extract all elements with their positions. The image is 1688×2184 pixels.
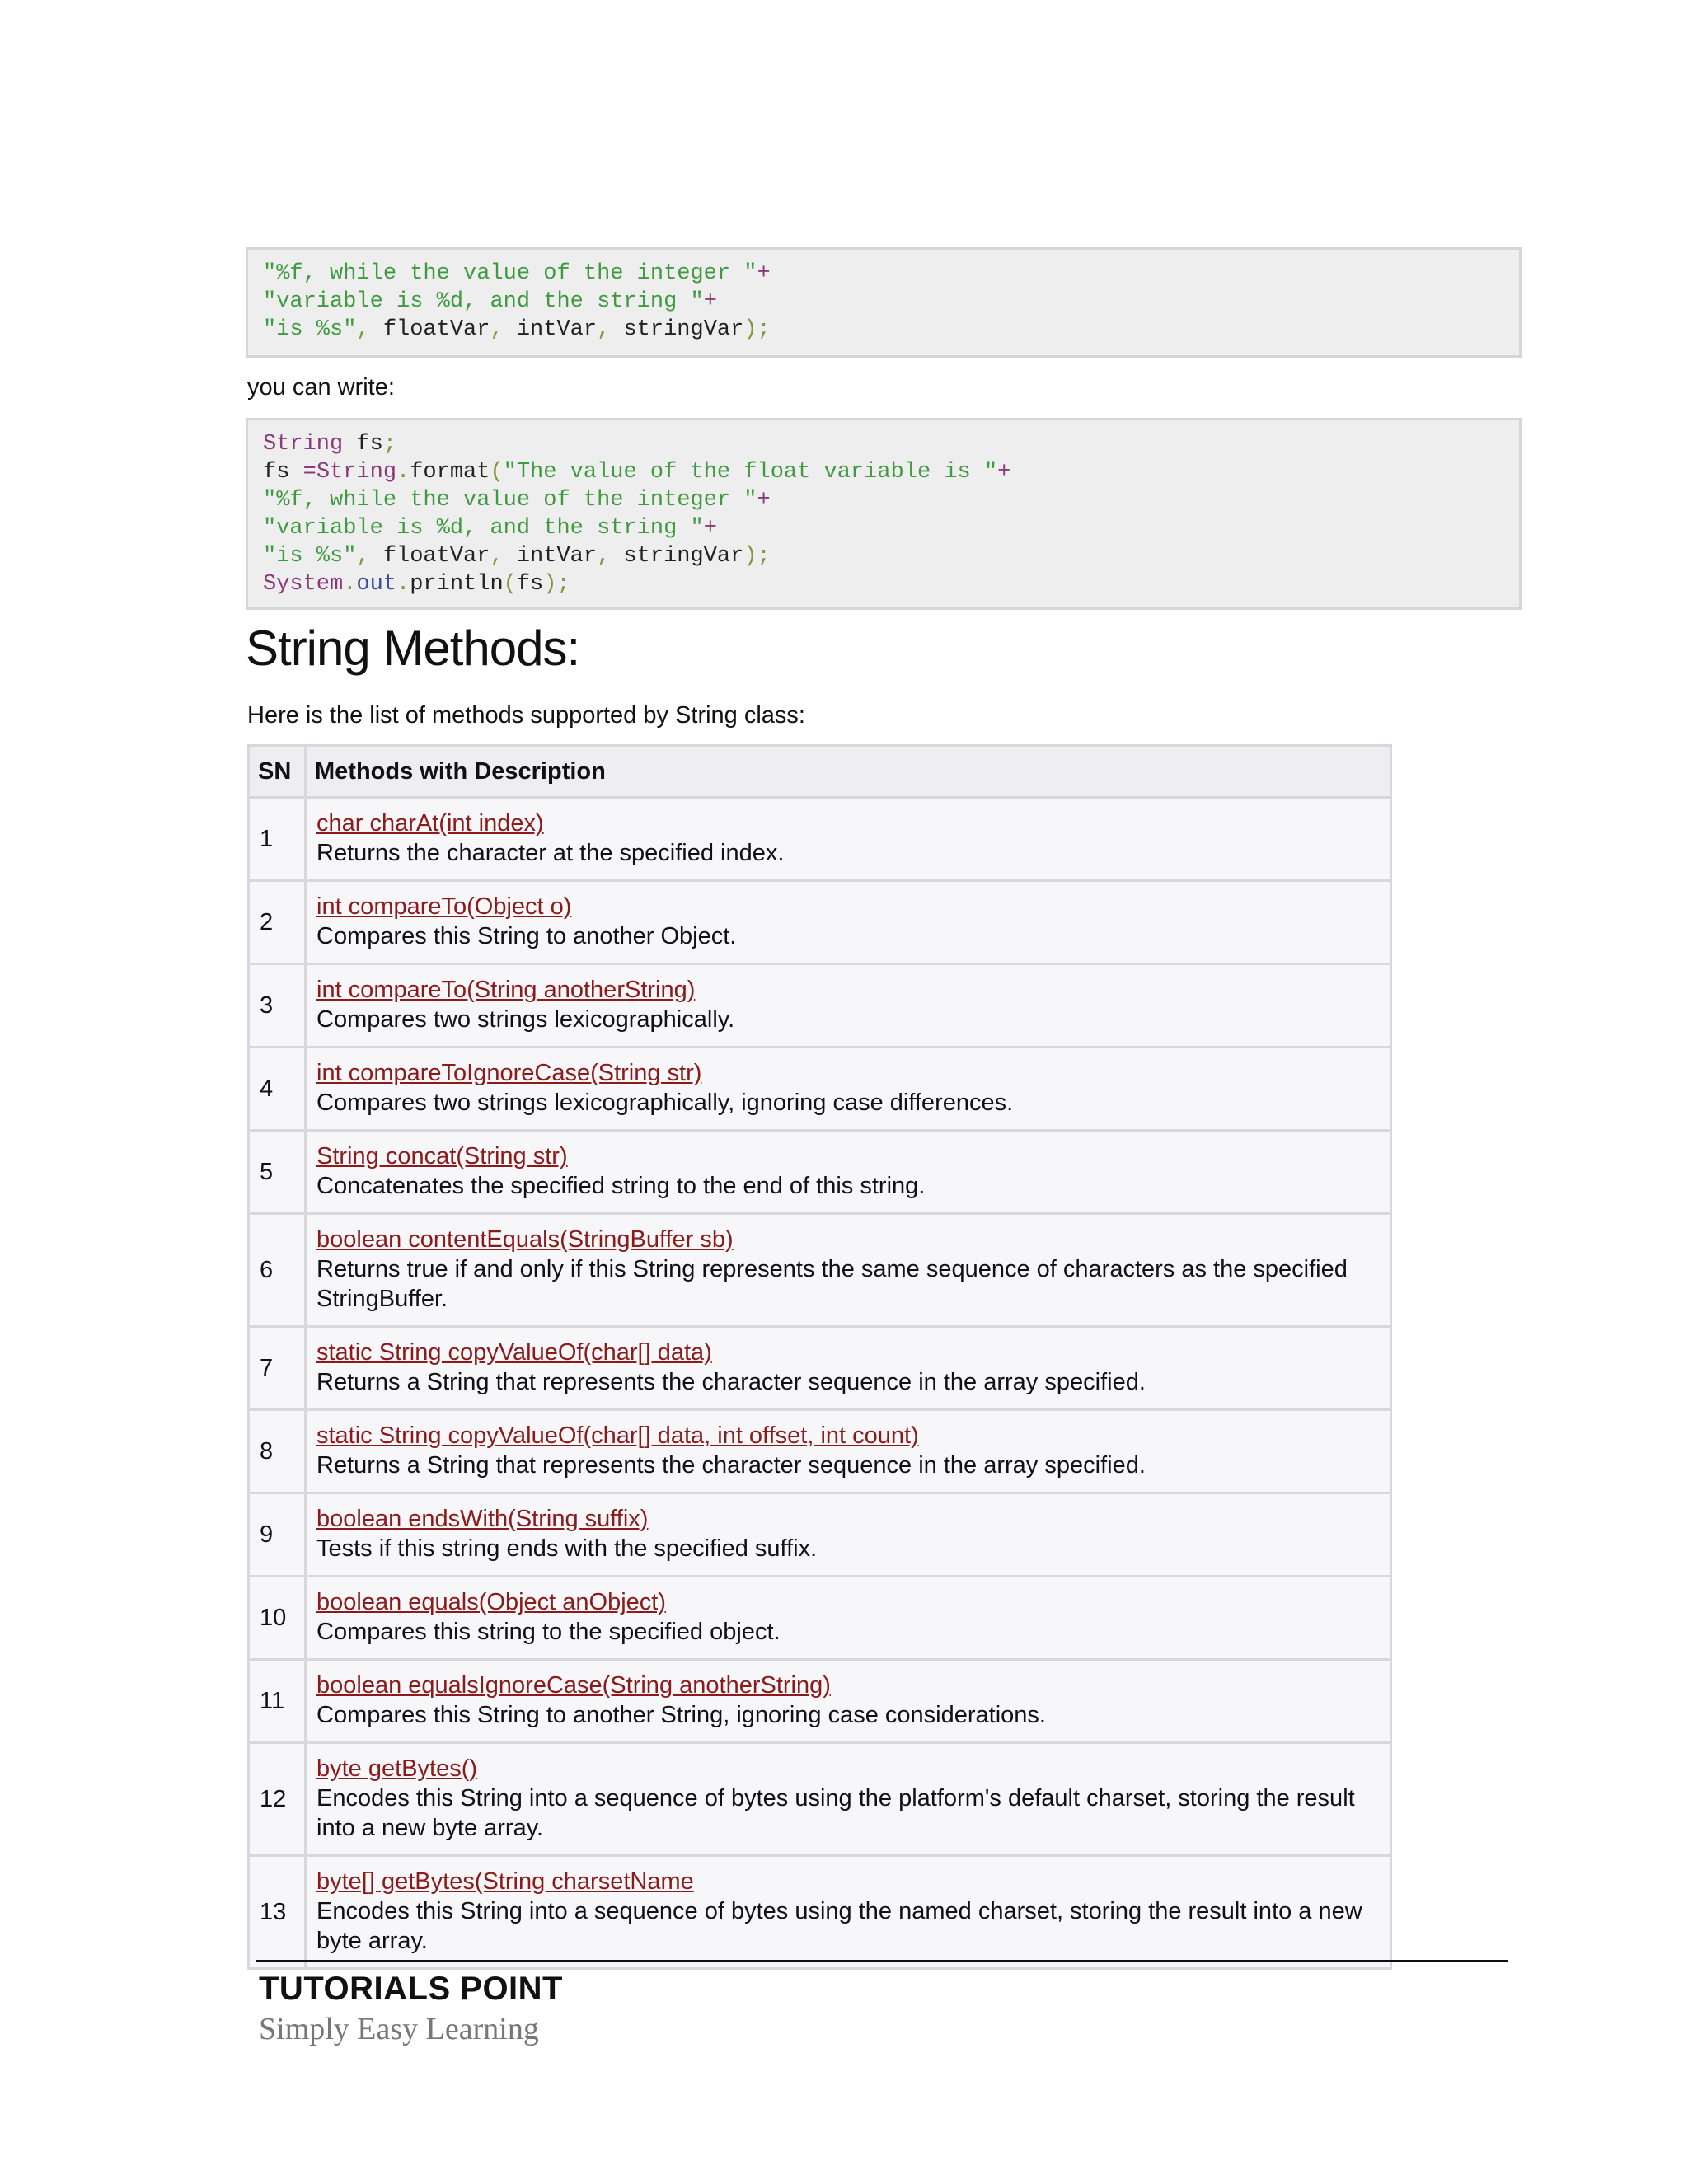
code-token: out [356, 572, 397, 597]
table-row [249, 1214, 1391, 1327]
method-link[interactable]: byte[] getBytes(String charsetName [316, 1868, 694, 1895]
code-token: ); [543, 572, 570, 597]
method-link[interactable]: char charAt(int index) [316, 810, 544, 837]
method-cell [306, 1493, 1391, 1577]
method-link[interactable]: boolean contentEquals(StringBuffer sb) [316, 1226, 734, 1253]
code-token: stringVar [623, 544, 744, 569]
method-description: Concatenates the specified string to the end of this string. [316, 1173, 926, 1199]
method-link[interactable]: int compareToIgnoreCase(String str) [316, 1060, 702, 1086]
footer-divider [256, 1960, 1508, 1962]
code-line [263, 288, 1506, 316]
method-cell [306, 1660, 1391, 1743]
table-row [249, 1410, 1391, 1493]
code-token: ; [382, 432, 397, 457]
method-cell [306, 964, 1391, 1047]
method-cell [306, 1131, 1391, 1214]
code-line [263, 514, 1506, 542]
method-description: Compares two strings lexicographically, ignoring case differences. [316, 1090, 1014, 1116]
code-token: fs [516, 572, 544, 597]
method-link[interactable]: boolean equals(Object anObject) [316, 1589, 666, 1615]
method-link[interactable]: boolean equalsIgnoreCase(String anotherString) [316, 1672, 831, 1699]
code-token: intVar [516, 544, 598, 569]
method-link[interactable]: boolean endsWith(String suffix) [316, 1506, 649, 1532]
row-number: 3 [249, 964, 306, 1047]
table-row [249, 1327, 1391, 1410]
code-token: "%f, while the value of the integer " [263, 261, 757, 286]
row-number: 11 [249, 1660, 306, 1743]
method-cell [306, 1047, 1391, 1131]
method-cell [306, 1214, 1391, 1327]
row-number: 1 [249, 798, 306, 881]
method-cell [306, 1327, 1391, 1410]
table-row [249, 1493, 1391, 1577]
table-row [249, 1577, 1391, 1660]
methods-table [247, 744, 1392, 1970]
code-token: , [356, 544, 383, 569]
method-cell [306, 881, 1391, 964]
code-token: + [703, 289, 717, 314]
row-number: 12 [249, 1743, 306, 1856]
code-line [263, 486, 1506, 514]
code-token: . [396, 460, 410, 485]
table-row [249, 1660, 1391, 1743]
table-row [249, 964, 1391, 1047]
code-token: stringVar [623, 317, 744, 342]
code-token: "variable is %d, and the string " [263, 516, 704, 541]
you-can-write-text: you can write: [247, 374, 395, 401]
table-row [249, 1047, 1391, 1131]
code-token: ); [743, 544, 771, 569]
footer-tagline: Simply Easy Learning [259, 2012, 539, 2046]
footer-brand: TUTORIALS POINT [259, 1971, 563, 2007]
code-token: floatVar [382, 317, 490, 342]
method-description: Returns the character at the specified index. [316, 840, 785, 866]
method-cell [306, 798, 1391, 881]
code-token: format [410, 460, 490, 485]
row-number: 13 [249, 1856, 306, 1969]
code-token: ( [490, 460, 504, 485]
code-token: , [597, 544, 624, 569]
method-description: Tests if this string ends with the specified suffix. [316, 1535, 818, 1562]
code-line [263, 570, 1506, 598]
method-link[interactable]: static String copyValueOf(char[] data) [316, 1339, 712, 1366]
method-description: Returns a String that represents the character sequence in the array specified. [316, 1369, 1146, 1395]
code-token: + [997, 460, 1011, 485]
method-description: Encodes this String into a sequence of bytes using the platform's default charset, storing the result into a new byte array. [316, 1785, 1355, 1841]
code-token: floatVar [382, 544, 490, 569]
code-token: "is %s" [263, 544, 357, 569]
code-token: ( [503, 572, 517, 597]
method-description: Encodes this String into a sequence of bytes using the named charset, storing the result into a new byte array. [316, 1898, 1362, 1954]
method-cell [306, 1743, 1391, 1856]
code-block-2 [246, 418, 1522, 610]
method-cell [306, 1410, 1391, 1493]
code-token: "%f, while the value of the integer " [263, 488, 757, 513]
table-row [249, 1856, 1391, 1969]
code-line [263, 542, 1506, 570]
code-token: . [396, 572, 410, 597]
header-sn: SN [249, 746, 306, 798]
table-row [249, 798, 1391, 881]
code-line [263, 260, 1506, 288]
row-number: 4 [249, 1047, 306, 1131]
code-token: ); [743, 317, 771, 342]
method-description: Compares this string to the specified object. [316, 1619, 781, 1645]
row-number: 9 [249, 1493, 306, 1577]
code-token: + [703, 516, 717, 541]
code-token: "is %s" [263, 317, 357, 342]
row-number: 10 [249, 1577, 306, 1660]
code-token: , [490, 544, 517, 569]
code-token: + [757, 261, 771, 286]
code-token: + [757, 488, 771, 513]
code-token: . [343, 572, 357, 597]
code-token: System [263, 572, 344, 597]
intro-text: Here is the list of methods supported by String class: [247, 702, 805, 729]
header-methods: Methods with Description [306, 746, 1391, 798]
method-cell [306, 1577, 1391, 1660]
table-row [249, 1131, 1391, 1214]
code-token: String [316, 460, 397, 485]
code-token: "The value of the float variable is " [503, 460, 998, 485]
code-token: , [356, 317, 383, 342]
method-cell [306, 1856, 1391, 1969]
code-token: , [597, 317, 624, 342]
section-heading: String Methods: [246, 621, 580, 676]
row-number: 8 [249, 1410, 306, 1493]
method-description: Returns a String that represents the character sequence in the array specified. [316, 1452, 1146, 1479]
code-token: fs [343, 432, 383, 457]
code-token: , [490, 317, 517, 342]
method-description: Returns true if and only if this String represents the same sequence of characters as the specified StringBuffer. [316, 1256, 1348, 1312]
table-header-row [249, 746, 1391, 798]
code-line [263, 458, 1506, 486]
row-number: 7 [249, 1327, 306, 1410]
method-link[interactable]: int compareTo(Object o) [316, 893, 572, 920]
methods-table-body [249, 798, 1391, 1969]
method-link[interactable]: byte getBytes() [316, 1755, 478, 1782]
code-token: fs [263, 460, 303, 485]
method-link[interactable]: String concat(String str) [316, 1143, 568, 1169]
code-line [263, 430, 1506, 458]
code-token: println [410, 572, 504, 597]
code-token: "variable is %d, and the string " [263, 289, 704, 314]
method-description: Compares this String to another Object. [316, 923, 737, 949]
method-description: Compares this String to another String, ignoring case considerations. [316, 1702, 1046, 1728]
method-link[interactable]: int compareTo(String anotherString) [316, 977, 696, 1003]
code-block-1 [246, 247, 1522, 358]
method-description: Compares two strings lexicographically. [316, 1006, 735, 1033]
row-number: 2 [249, 881, 306, 964]
code-token: intVar [516, 317, 598, 342]
code-line [263, 316, 1506, 344]
table-row [249, 1743, 1391, 1856]
row-number: 5 [249, 1131, 306, 1214]
method-link[interactable]: static String copyValueOf(char[] data, int offset, int count) [316, 1422, 919, 1449]
table-row [249, 881, 1391, 964]
row-number: 6 [249, 1214, 306, 1327]
code-token: = [302, 460, 316, 485]
code-token: String [263, 432, 344, 457]
